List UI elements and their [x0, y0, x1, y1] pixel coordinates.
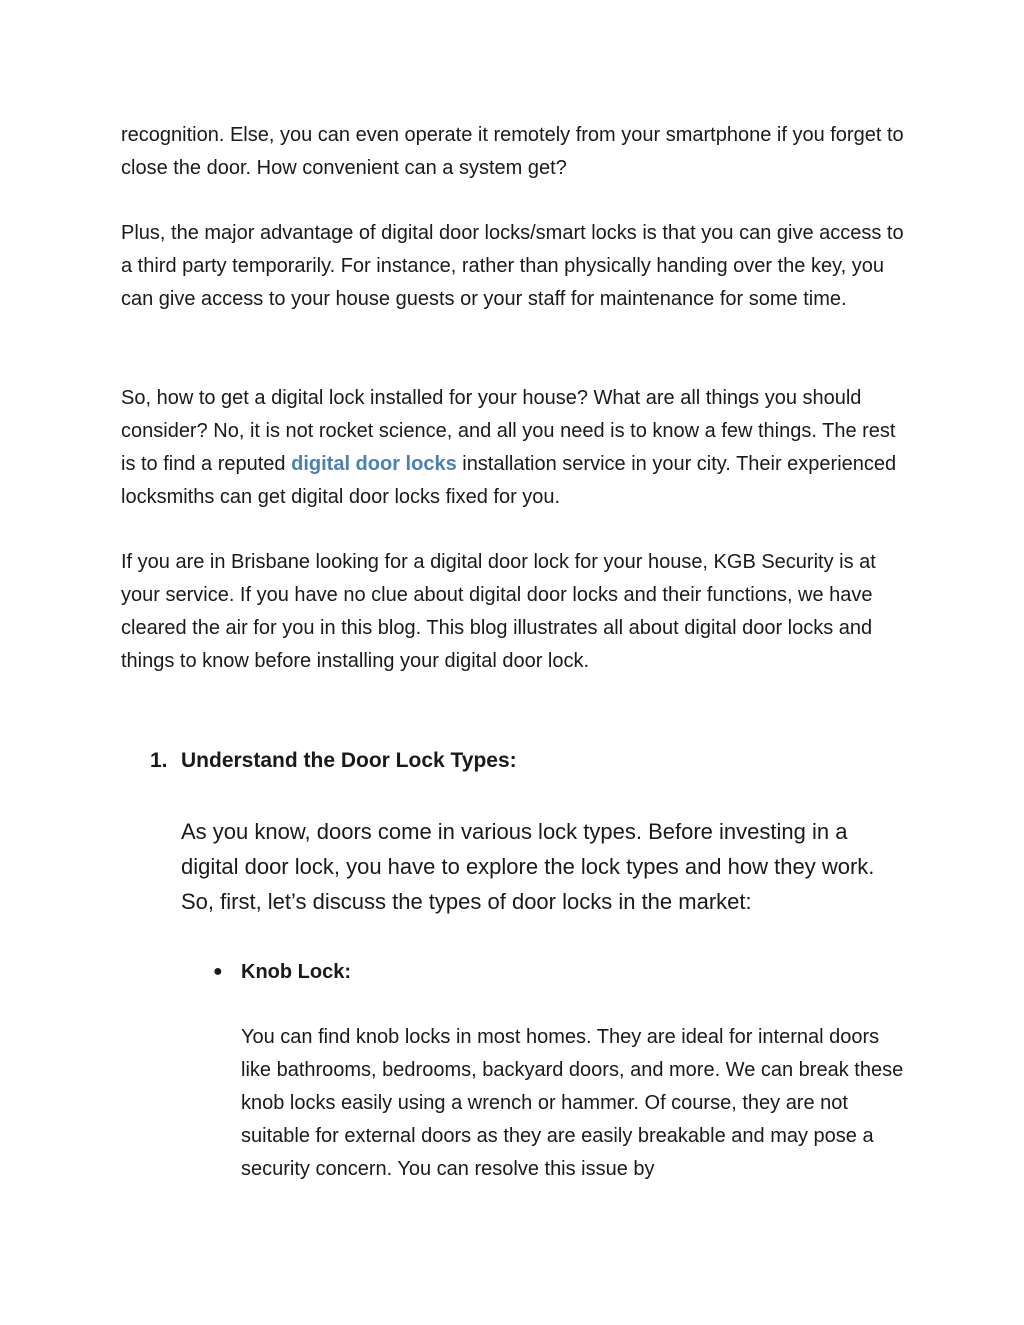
- paragraph-installation-text-after: installation service in your city. Their experienced locksmiths can get digital door locks fixed for you.: [121, 453, 897, 508]
- paragraph-remote-operation: recognition. Else, you can even operate it remotely from your smartphone if you forget to close the door. How convenient can a system get?: [121, 124, 904, 179]
- section-heading-text: Understand the Door Lock Types:: [181, 749, 517, 772]
- knob-lock-paragraph: You can find knob locks in most homes. They are ideal for internal doors like bathrooms, bedrooms, backyard doors, and more. We can break these knob locks easily using a wrench or hammer. Of course, they are not suitable for external doors as they are easily breakable and may pose a security concern. You can resolve this issue by: [241, 1026, 904, 1180]
- paragraph-third-party-access: Plus, the major advantage of digital door locks/smart locks is that you can give access to a third party temporarily. For instance, rather than physically handing over the key, you can give access to your house guests or your staff for maintenance for some time.: [121, 222, 904, 310]
- section-intro-paragraph: As you know, doors come in various lock types. Before investing in a digital door lock, you have to explore the lock types and how they work. So, first, let’s discuss the types of door locks in the market:: [181, 819, 875, 914]
- paragraph-installation: [121, 382, 911, 514]
- knob-lock-heading: [213, 956, 351, 988]
- paragraph-brisbane-service: If you are in Brisbane looking for a digital door lock for your house, KGB Security is at your service. If you have no clue about digital door locks and their functions, we have cleared the air for you in this blog. This blog illustrates all about digital door locks and things to know before installing your digital door lock.: [121, 551, 876, 672]
- section-heading-lock-types: [150, 745, 517, 777]
- bullet-icon: ●: [213, 963, 223, 980]
- paragraph-installation-text-before: So, how to get a digital lock installed for your house? What are all things you should consider? No, it is not rocket science, and all you need is to know a few things. The rest is to find a reputed: [121, 387, 896, 475]
- digital-door-locks-link[interactable]: digital door locks: [291, 453, 457, 475]
- knob-lock-heading-text: Knob Lock:: [241, 961, 351, 983]
- section-number: 1.: [150, 749, 168, 772]
